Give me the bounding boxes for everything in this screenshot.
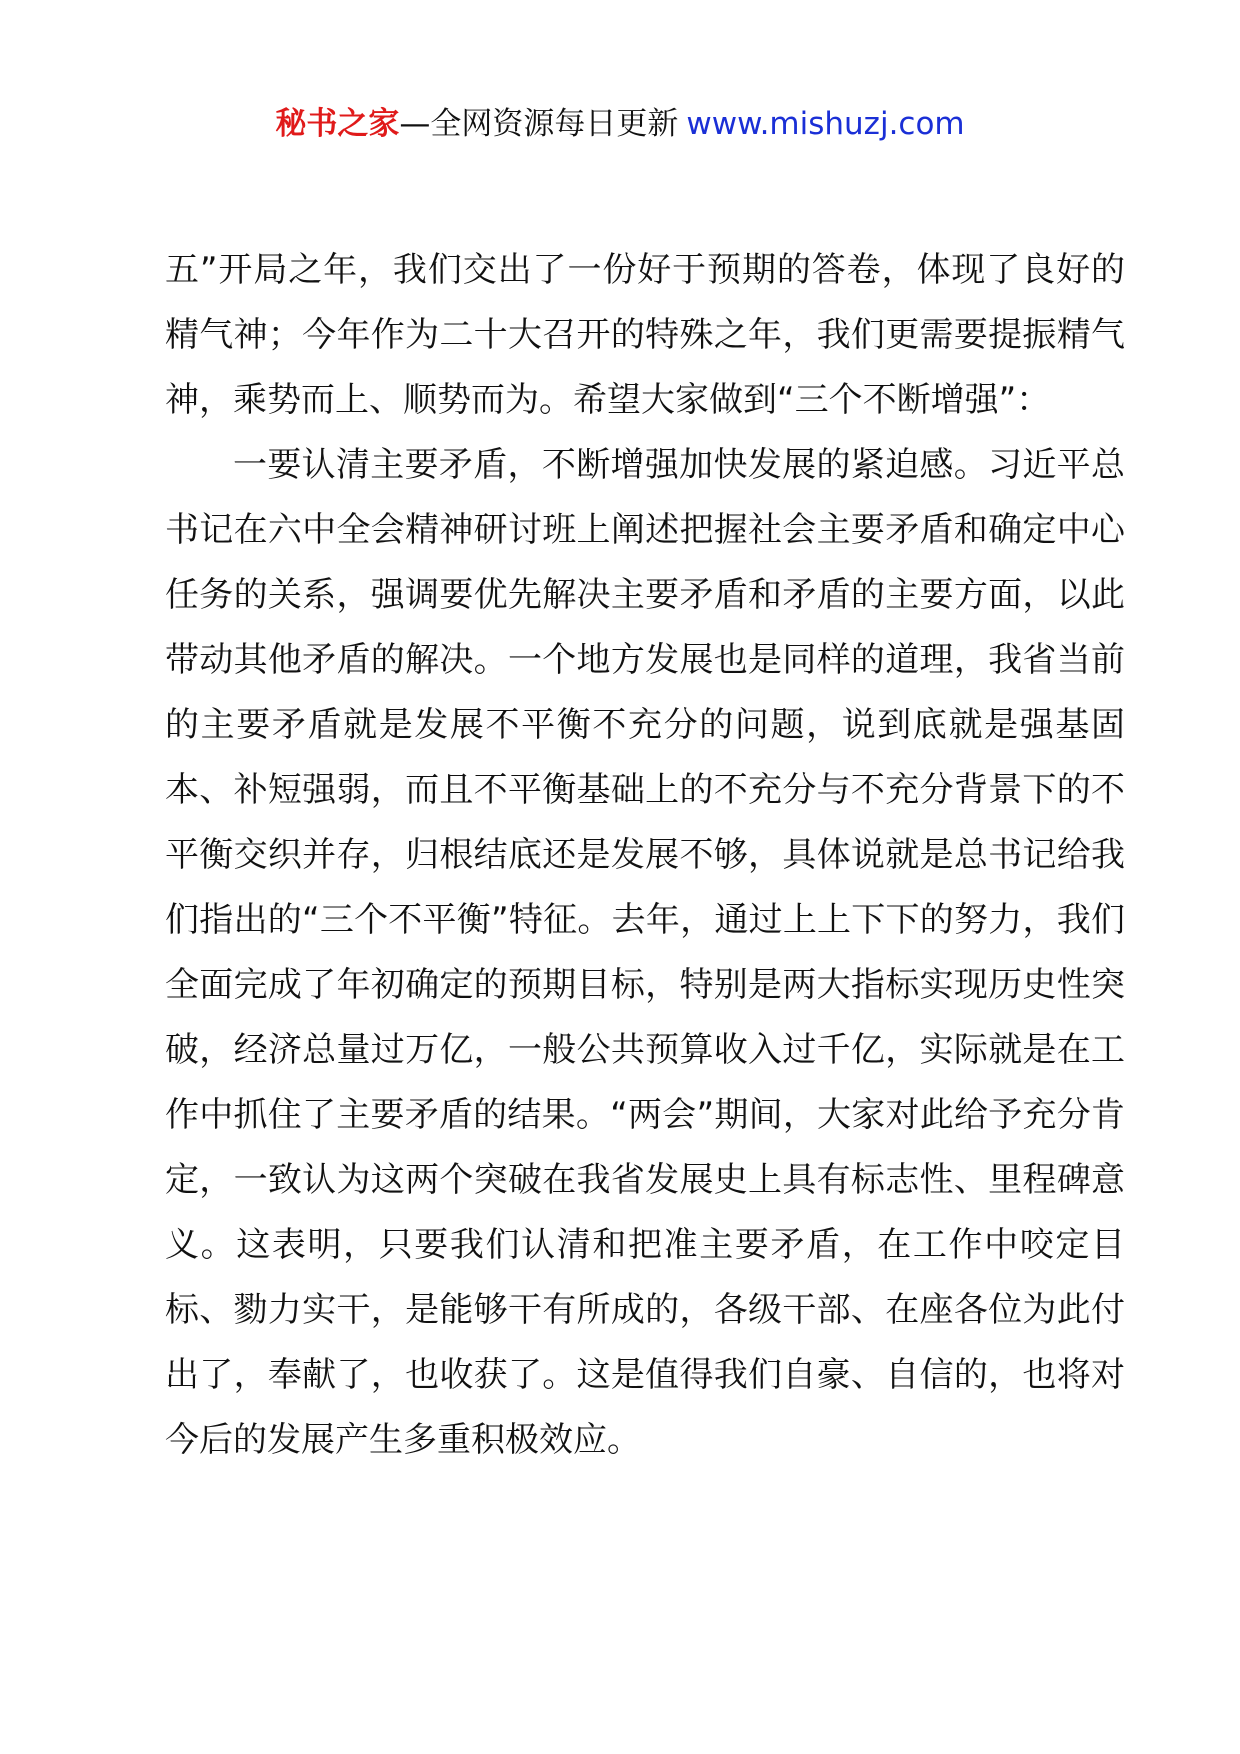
brand-name: 秘书之家 [275, 106, 400, 142]
page-header [0, 102, 1240, 146]
header-tagline: —全网资源每日更新 [399, 106, 679, 142]
paragraph-continuation: 五”开局之年，我们交出了一份好于预期的答卷，体现了良好的精气神；今年作为二十大召开的特殊之年，我们更需要提振精气神，乘势而上、顺势而为。希望大家做到“三个不断增强”： [165, 250, 1125, 420]
document-body [165, 238, 1125, 1473]
website-link[interactable]: www.mishuzj.com [686, 106, 965, 142]
paragraph-main-contradiction: 一要认清主要矛盾，不断增强加快发展的紧迫感。习近平总书记在六中全会精神研讨班上阐述把握社会主要矛盾和确定中心任务的关系，强调要优先解决主要矛盾和矛盾的主要方面，以此带动其他矛盾的解决。一个地方发展也是同样的道理，我省当前的主要矛盾就是发展不平衡不充分的问题，说到底就是强基固本、补短强弱，而且不平衡基础上的不充分与不充分背景下的不平衡交织并存，归根结底还是发展不够，具体说就是总书记给我们指出的“三个不平衡”特征。去年，通过上上下下的努力，我们全面完成了年初确定的预期目标，特别是两大指标实现历史性突破，经济总量过万亿，一般公共预算收入过千亿，实际就是在工作中抓住了主要矛盾的结果。“两会”期间，大家对此给予充分肯定，一致认为这两个突破在我省发展史上具有标志性、里程碑意义。这表明，只要我们认清和把准主要矛盾，在工作中咬定目标、勠力实干，是能够干有所成的，各级干部、在座各位为此付出了，奉献了，也收获了。这是值得我们自豪、自信的，也将对今后的发展产生多重积极效应。 [165, 445, 1125, 1460]
